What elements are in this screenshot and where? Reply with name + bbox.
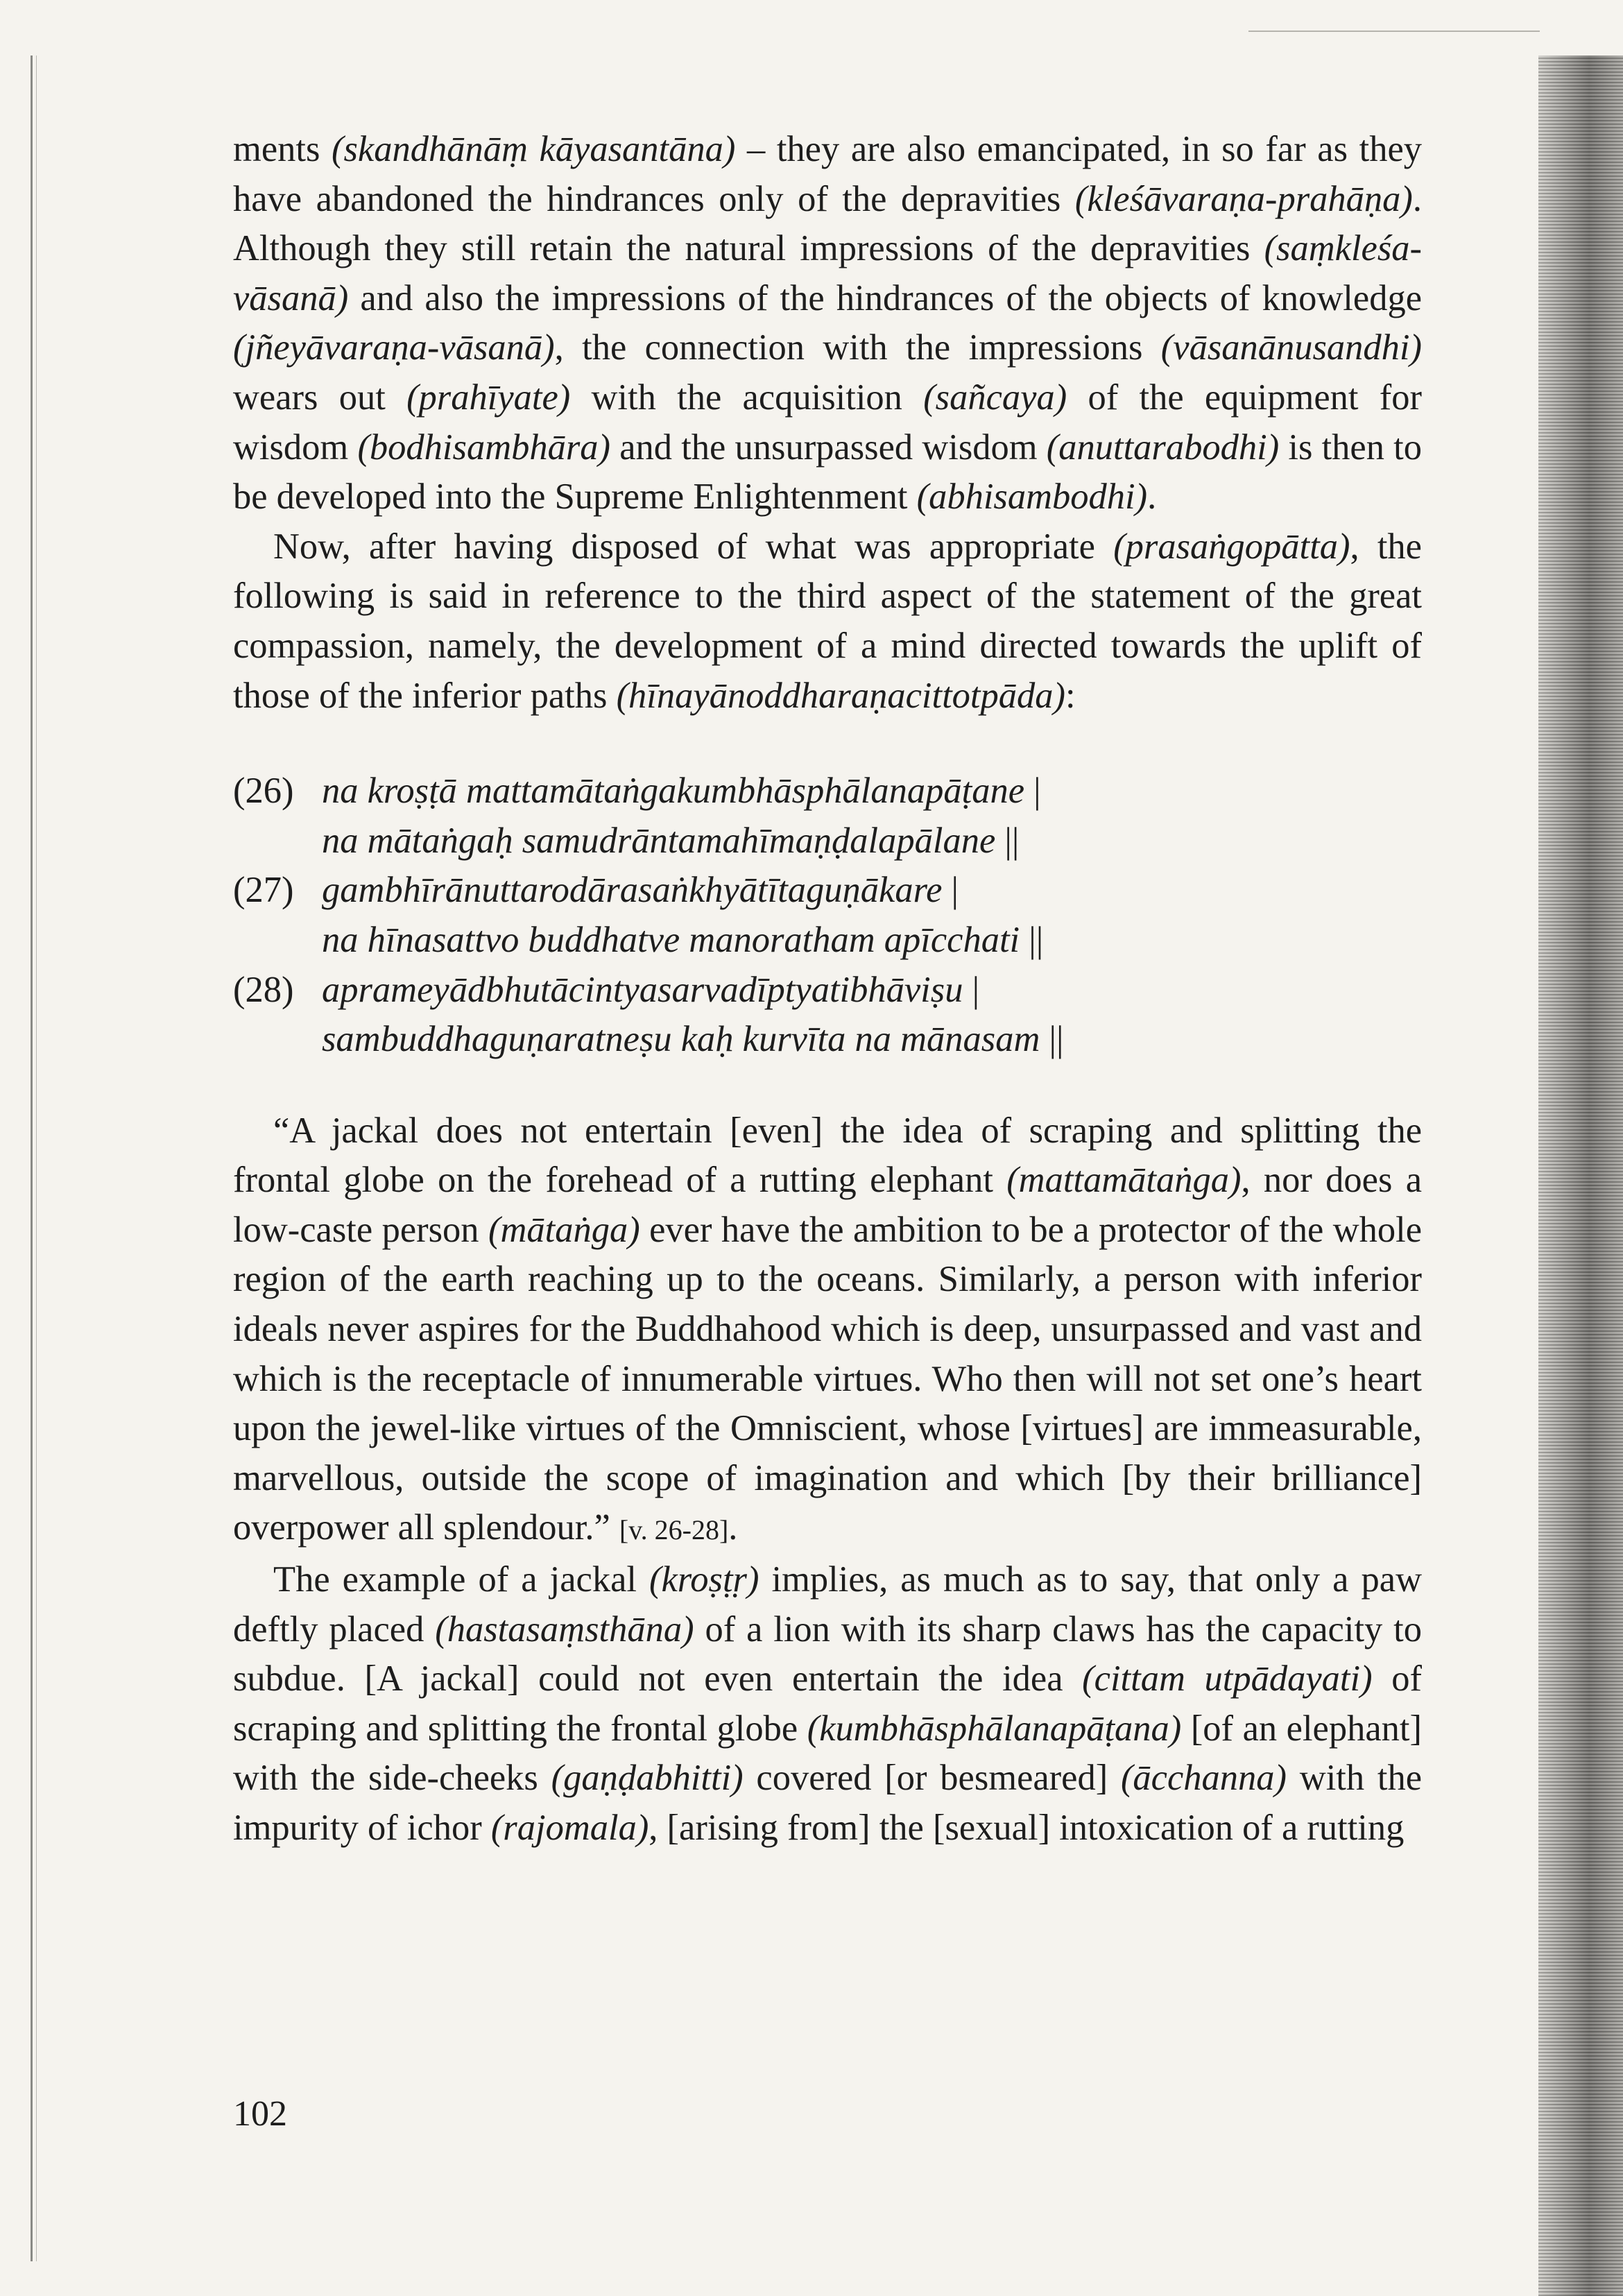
sanskrit-term: (gaṇḍabhitti) [551, 1758, 744, 1799]
verse-double-danda: || [1040, 1019, 1064, 1060]
sanskrit-term: (skandhānāṃ kāyasantāna) [332, 129, 736, 169]
verse-line-1: na kroṣṭā mattamātaṅgakumbhāsphālanapāṭane [322, 771, 1025, 812]
sanskrit-term: (vāsanānusandhi) [1160, 327, 1422, 368]
text-run: , [arising from] the [sexual] intoxication of a rutting [649, 1808, 1405, 1848]
verse-double-danda: || [1020, 919, 1044, 960]
text-run: Now, after having disposed of what was appropriate [273, 526, 1114, 567]
binding-edge-shadow [31, 55, 33, 2261]
verse-danda: | [942, 870, 959, 911]
verse-28 [233, 966, 1422, 1065]
text-run: covered [or besmeared] [743, 1758, 1121, 1799]
page-number: 102 [233, 2094, 287, 2134]
paragraph-4 [233, 1555, 1422, 1853]
text-run: implies, as much as to say, that only a paw deftly placed [233, 1559, 1422, 1650]
text-run: with the acquisition [570, 377, 924, 418]
sanskrit-term: (hastasaṃsthāna) [435, 1609, 694, 1650]
paragraph-3 [233, 1106, 1422, 1555]
text-run: wears out [233, 377, 407, 418]
sanskrit-term: (jñeyāvaraṇa-vāsanā) [233, 327, 555, 368]
text-run: [of an elephant] with the side-cheeks [233, 1708, 1422, 1799]
sanskrit-term: (kleśāvaraṇa-prahāṇa) [1074, 178, 1413, 219]
sanskrit-term: (ācchanna) [1120, 1758, 1287, 1799]
sanskrit-term: (sañcaya) [923, 377, 1067, 418]
text-run: . Although they still retain the natural impressions of the depravities [233, 178, 1422, 269]
sanskrit-term: (bodhisambhāra) [357, 427, 611, 468]
text-run: , the connection with the impressions [554, 327, 1161, 368]
paragraph-2 [233, 522, 1422, 721]
verse-number: (26) [233, 771, 294, 812]
sanskrit-term: (mattamātaṅga) [1006, 1160, 1242, 1201]
text-run: “A jackal does not entertain [even] the idea of scraping and splitting the frontal globe on the forehead of a rutting elephant [233, 1110, 1422, 1201]
page-stack-edge [1538, 55, 1623, 2296]
sanskrit-term: (prasaṅgopātta) [1113, 526, 1350, 567]
binding-edge-line [36, 55, 37, 2261]
verse-line-2: na mātaṅgaḥ samudrāntamahīmaṇḍalapālane [322, 820, 996, 861]
text-run: and also the impressions of the hindrances of the objects of knowledge [348, 277, 1422, 318]
text-run: . [728, 1507, 738, 1548]
sanskrit-term: (kroṣṭṛ) [649, 1559, 759, 1600]
text-run: The example of a jackal [273, 1559, 649, 1600]
sanskrit-term: (kumbhāsphālanapāṭana) [807, 1708, 1182, 1749]
text-run: and the unsurpassed wisdom [610, 427, 1047, 468]
verse-27 [233, 866, 1422, 965]
verse-number: (27) [233, 870, 294, 911]
verse-line-1: gambhīrānuttarodārasaṅkhyātītaguṇākare [322, 870, 943, 911]
verse-line-2: sambuddhaguṇaratneṣu kaḥ kurvīta na mānasam [322, 1019, 1040, 1060]
text-run: – they are also emancipated, in so far as they have abandoned the hindrances only of the depravities [233, 129, 1423, 219]
body-text [233, 125, 1422, 1853]
top-scan-line [1248, 31, 1540, 32]
verse-line-2: na hīnasattvo buddhatve manoratham apīcchati [322, 919, 1020, 960]
sanskrit-term: (prahīyate) [406, 377, 571, 418]
verse-danda: | [1024, 771, 1041, 812]
text-run: of the equipment for wisdom [233, 377, 1422, 468]
sanskrit-term: (hīnayānoddharaṇacittotpāda) [616, 675, 1065, 716]
verse-26 [233, 766, 1422, 866]
paragraph-1 [233, 125, 1422, 522]
sanskrit-term: (cittam utpādayati) [1082, 1659, 1373, 1699]
verse-double-danda: || [995, 820, 1020, 861]
sanskrit-term: (anuttarabodhi) [1046, 427, 1280, 468]
verse-line-1: aprameyādbhutācintyasarvadīptyatibhāviṣu [322, 969, 963, 1010]
text-run: : [1065, 675, 1076, 716]
sanskrit-term: (abhisambodhi) [916, 477, 1148, 517]
verse-reference: [v. 26-28] [619, 1514, 729, 1546]
text-run: of a lion with its sharp claws has the capacity to subdue. [A jackal] could not even entertain the idea [233, 1609, 1422, 1699]
verse-danda: | [963, 969, 980, 1010]
text-run: , the following is said in reference to the third aspect of the statement of the great compassion, namely, the development of a mind directed towards the uplift of those of the inferior paths [233, 526, 1422, 716]
text-run: of scraping and splitting the frontal globe [233, 1659, 1422, 1749]
text-run: with the impurity of ichor [233, 1758, 1422, 1848]
sanskrit-term: (rajomala) [490, 1808, 649, 1848]
sanskrit-term: (mātaṅga) [488, 1209, 640, 1250]
text-run: ever have the ambition to be a protector of the whole region of the earth reaching up to the oceans. Similarly, a person with inferior ideals never aspires for the Buddhahood which is deep, unsurpassed and vast and which is the receptacle of innumerable virtues. Who then will not set one’s heart upon the jewel-like virtues of the Omniscient, whose [virtues] are immeasurable, marvellous, outside the scope of imagination and which [by their brilliance] overpower all splendour.” [233, 1209, 1422, 1548]
text-run: is then to be developed into the Supreme Enlightenment [233, 427, 1422, 517]
verse-block [233, 766, 1422, 1065]
text-run: , nor does a low-caste person [233, 1160, 1422, 1250]
text-run: ments [233, 129, 332, 169]
verse-number: (28) [233, 969, 294, 1010]
text-run: . [1147, 477, 1157, 517]
sanskrit-term: (saṃkleśa-vāsanā) [233, 228, 1422, 318]
